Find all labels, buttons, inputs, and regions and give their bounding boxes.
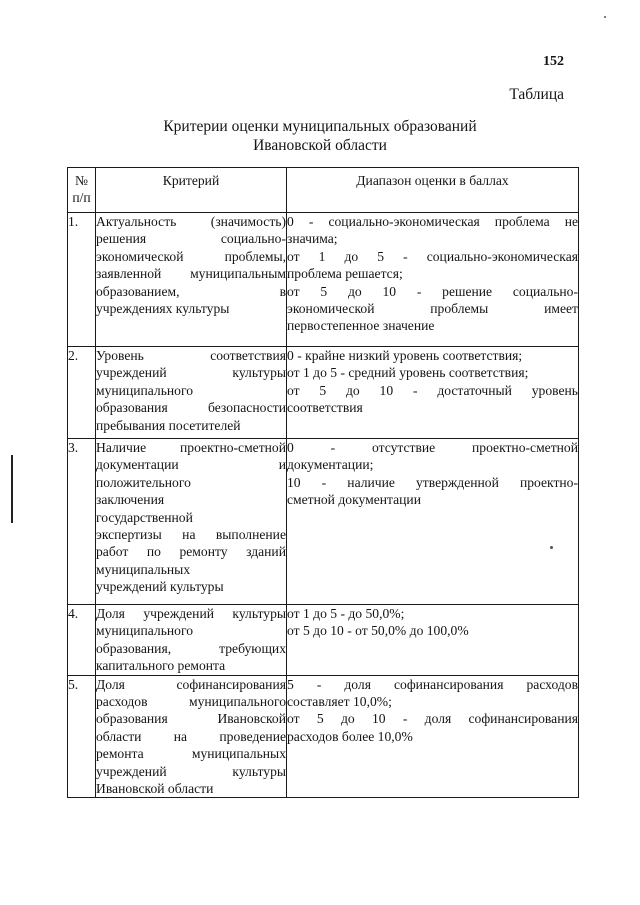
range-line: 5 - доля софинансирования расходов	[287, 676, 578, 692]
criterion-line: образования Ивановской	[96, 711, 286, 727]
range-line: 0 - социально-экономическая проблема не	[287, 214, 578, 229]
row-number: 2.	[68, 347, 96, 439]
range-line: соответствия	[287, 400, 363, 416]
title-line: Критерии оценки муниципальных образований	[163, 118, 477, 135]
header-range-label: Диапазон оценки в баллах	[356, 173, 509, 188]
range-line: составляет 10,0%;	[287, 694, 392, 710]
table-header-row	[68, 168, 579, 213]
range-cell	[287, 213, 579, 347]
criterion-line: Уровень соответствия	[96, 348, 286, 363]
criterion-line: учреждений культуры	[96, 365, 286, 381]
range-line: от 1 до 5 - средний уровень соответствия;	[287, 365, 529, 381]
range-line: первостепенное значение	[287, 318, 435, 334]
criterion-cell	[96, 605, 287, 676]
header-number	[68, 168, 96, 213]
range-line: от 1 до 5 - социально-экономическая	[287, 248, 578, 264]
criterion-line: заявленной муниципальным	[96, 266, 286, 282]
criterion-line: учреждений культуры	[96, 763, 286, 779]
scan-speck	[604, 16, 606, 18]
row-number: 1.	[68, 213, 96, 347]
row-number: 3.	[68, 439, 96, 605]
criterion-line: образования, требующих	[96, 640, 286, 656]
range-line: расходов более 10,0%	[287, 728, 413, 744]
row-number: 5.	[68, 675, 96, 798]
header-criterion	[96, 168, 287, 213]
range-line: от 5 до 10 - доля софинансирования	[287, 711, 578, 727]
table-row	[68, 675, 579, 798]
criterion-line: заключения	[96, 492, 165, 508]
range-line: от 1 до 5 - до 50,0%;	[287, 606, 405, 621]
criterion-line: государственной	[96, 509, 193, 525]
criterion-line: пребывания посетителей	[96, 417, 241, 433]
range-line: документации;	[287, 457, 374, 473]
range-line: 0 - крайне низкий уровень соответствия;	[287, 348, 523, 363]
criterion-line: муниципальных	[96, 561, 191, 577]
range-line: значима;	[287, 231, 338, 247]
criterion-line: образованием, в	[96, 283, 286, 299]
range-line: экономической проблемы имеет	[287, 301, 578, 317]
header-range	[287, 168, 579, 213]
range-cell	[287, 605, 579, 676]
table-row	[68, 347, 579, 439]
criterion-line: учреждениях культуры	[96, 301, 230, 317]
range-line: от 5 до 10 - решение социально-	[287, 283, 578, 299]
page-number: 152	[543, 54, 564, 69]
range-line: сметной документации	[287, 492, 421, 508]
table-row	[68, 213, 579, 347]
criterion-line: экспертизы на выполнение	[96, 527, 286, 543]
range-line: 10 - наличие утвержденной проектно-	[287, 474, 578, 490]
criterion-line: Актуальность (значимость)	[96, 214, 286, 229]
range-cell	[287, 347, 579, 439]
criterion-line: расходов муниципального	[96, 694, 286, 710]
criterion-line: учреждений культуры	[96, 579, 224, 595]
criterion-line: Доля софинансирования	[96, 676, 286, 692]
criterion-line: ремонта муниципальных	[96, 746, 286, 762]
range-line: 0 - отсутствие проектно-сметной	[287, 440, 578, 455]
criterion-line: положительного	[96, 474, 191, 490]
header-number-abbr: п/п	[72, 190, 91, 205]
criterion-cell	[96, 439, 287, 605]
criterion-line: экономической проблемы,	[96, 248, 286, 264]
criterion-line: Ивановской области	[96, 781, 214, 797]
criterion-line: работ по ремонту зданий	[96, 544, 286, 560]
criteria-table	[67, 167, 579, 798]
criterion-cell	[96, 347, 287, 439]
scan-speck	[550, 546, 553, 549]
range-cell	[287, 439, 579, 605]
header-number-symbol: №	[75, 173, 88, 188]
criterion-line: решения социально-	[96, 231, 286, 247]
criterion-line: области на проведение	[96, 728, 286, 744]
criterion-line: муниципального	[96, 623, 194, 639]
criterion-line: Наличие проектно-сметной	[96, 440, 286, 455]
criterion-line: образования безопасности	[96, 400, 286, 416]
table-label: Таблица	[509, 86, 564, 103]
criterion-line: капитального ремонта	[96, 658, 226, 674]
criterion-line: Доля учреждений культуры	[96, 606, 286, 621]
table-row	[68, 605, 579, 676]
criterion-line: документации и	[96, 457, 286, 473]
table-row	[68, 439, 579, 605]
range-line: проблема решается;	[287, 266, 403, 282]
title-line: Ивановской области	[253, 137, 387, 154]
range-line: от 5 до 10 - достаточный уровень	[287, 382, 578, 398]
criterion-line: муниципального	[96, 382, 194, 398]
criterion-cell	[96, 213, 287, 347]
header-criterion-label: Критерий	[162, 173, 220, 188]
range-cell	[287, 675, 579, 798]
criterion-cell	[96, 675, 287, 798]
table-title	[100, 117, 540, 155]
scan-margin-mark	[11, 455, 13, 523]
row-number: 4.	[68, 605, 96, 676]
range-line: от 5 до 10 - от 50,0% до 100,0%	[287, 623, 469, 639]
